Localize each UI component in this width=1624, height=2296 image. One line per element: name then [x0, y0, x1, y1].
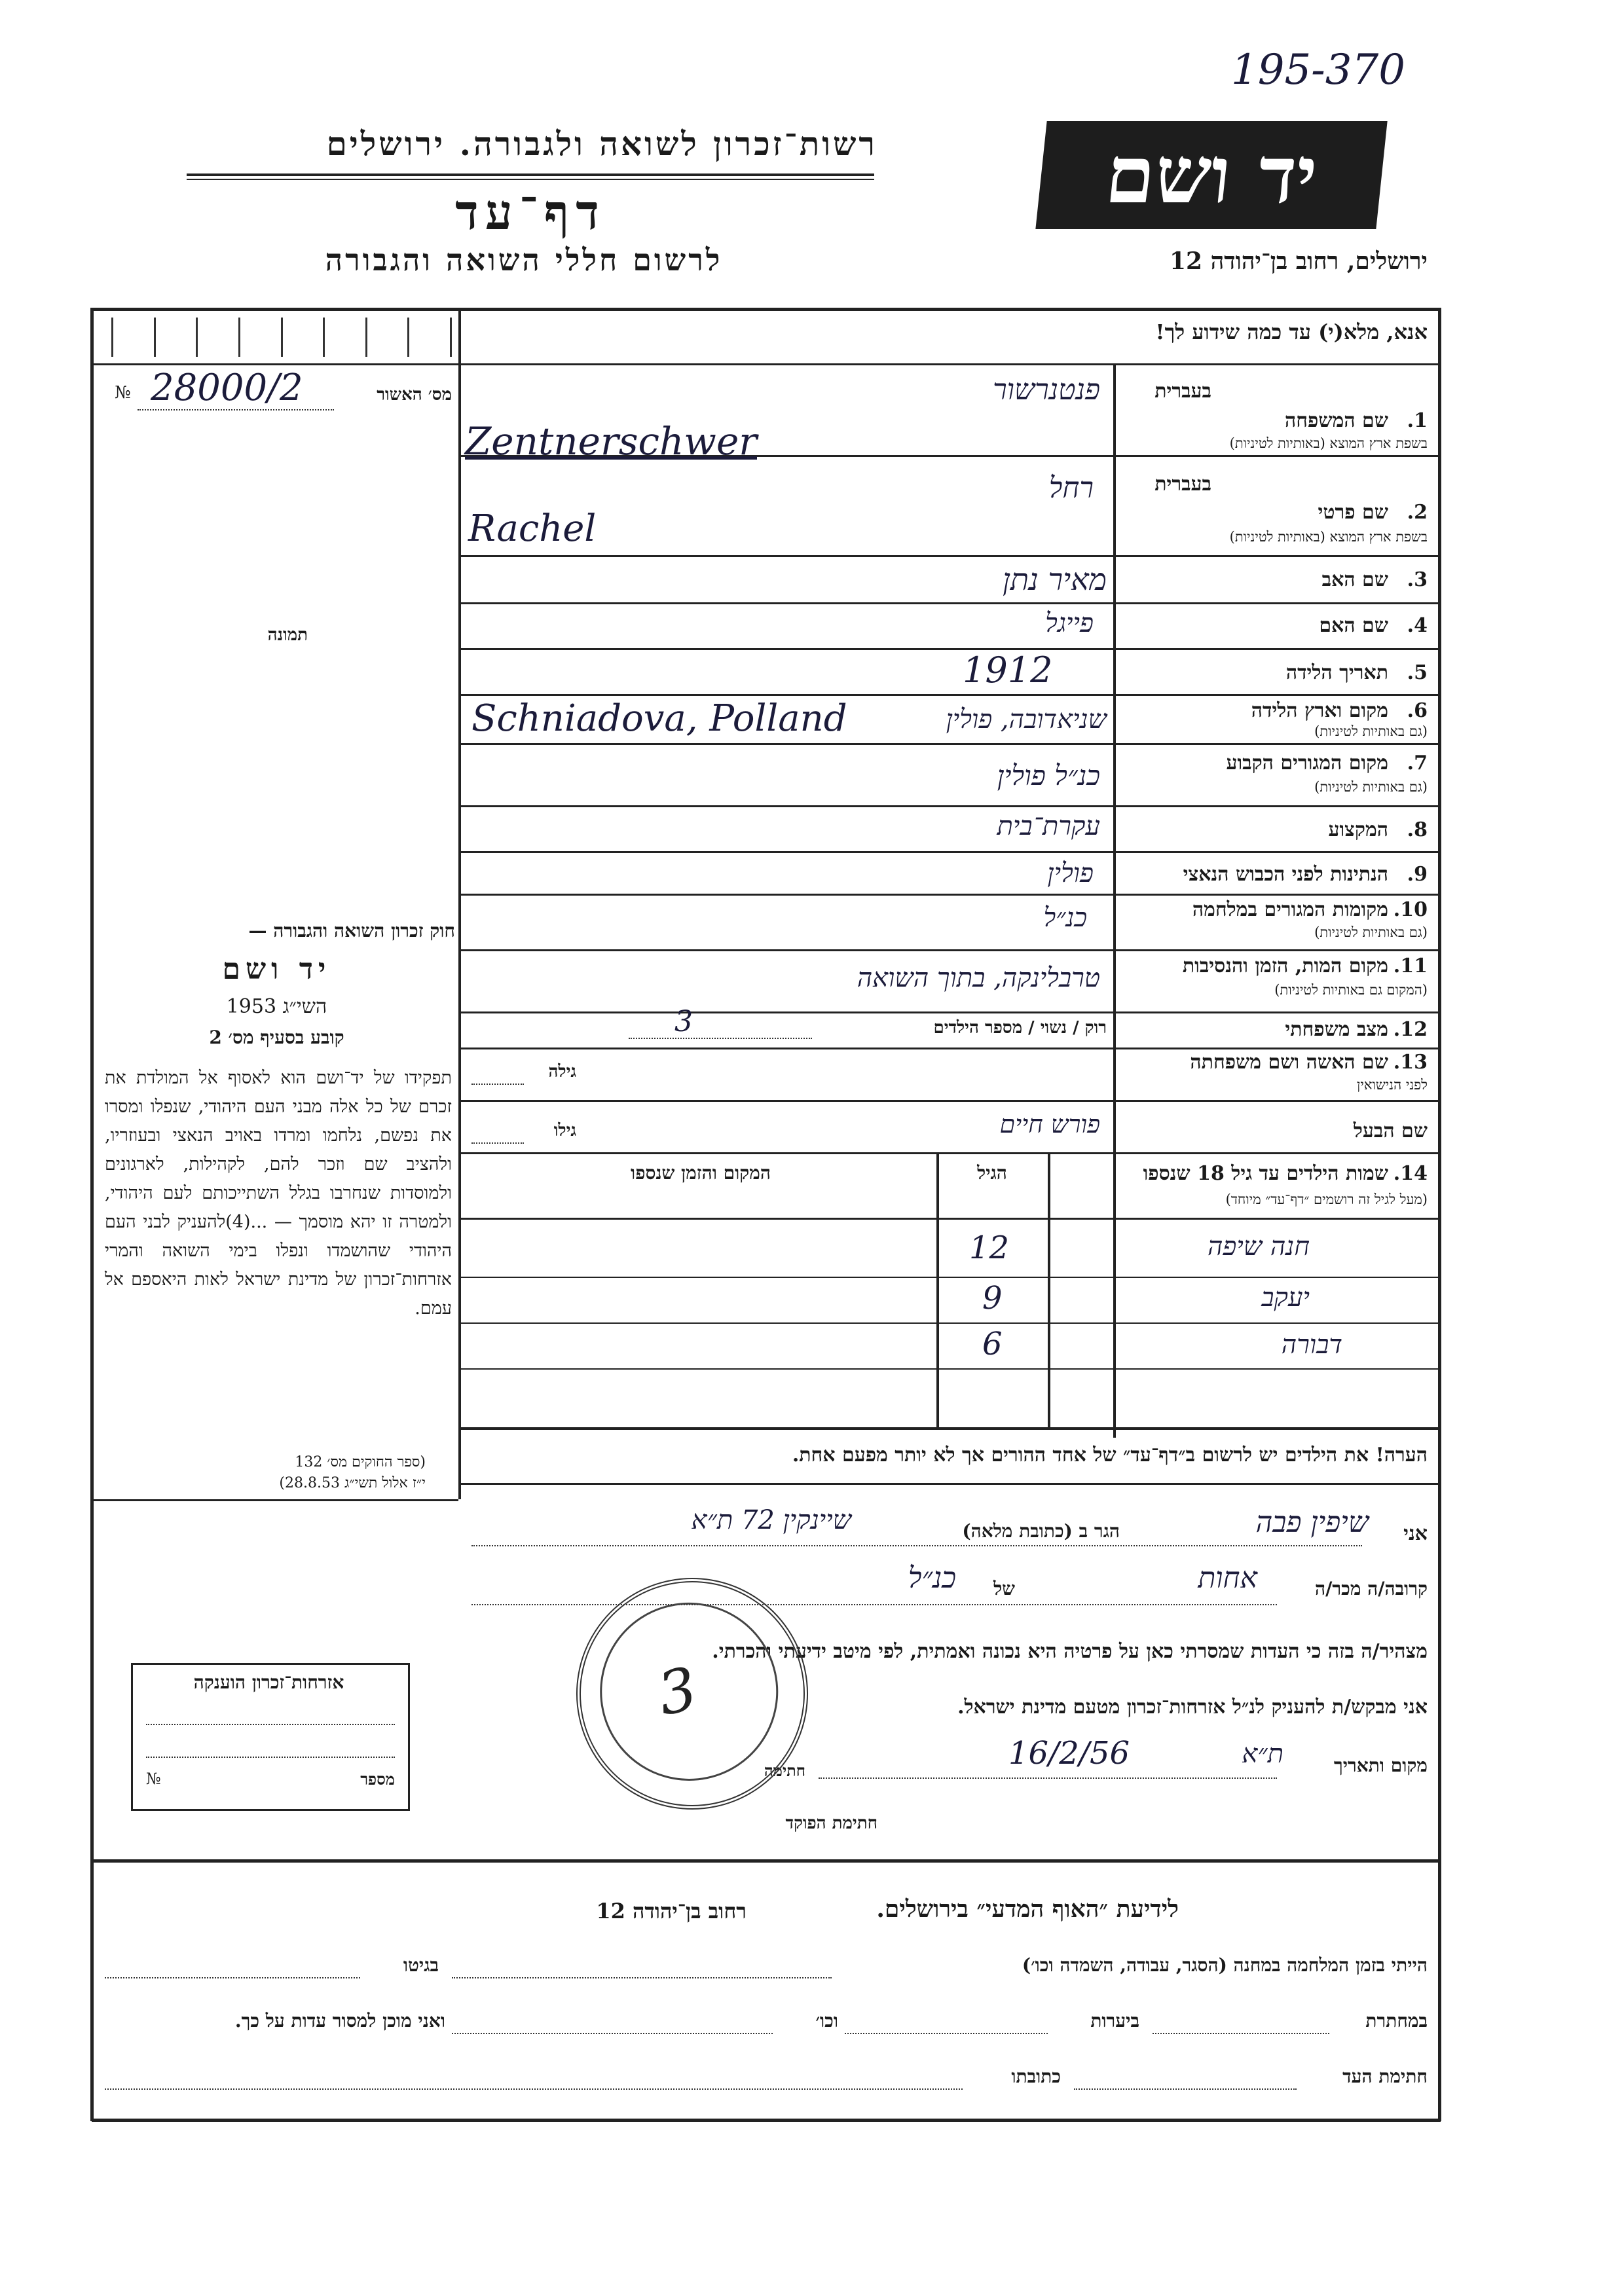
form-title: דף־עד [455, 185, 606, 241]
law-clause: קובע בסעיף מס׳ 2 [209, 1027, 344, 1048]
footer-title: לידיעת ״האוף המדעי״ בירושלים. [876, 1895, 1179, 1923]
law-name: יד ושם [222, 953, 331, 986]
husband-label: שם הבעל [1353, 1120, 1428, 1142]
wartime-label: מקומות המגורים במלחמה [1192, 898, 1388, 921]
approval-number-sign: № [115, 383, 131, 403]
profession-value: עקרת־בית [997, 811, 1100, 841]
first-name-hebrew: רחל [1048, 471, 1094, 505]
family-name-latin: Zentnerschwer [465, 419, 757, 464]
mother-label: שם האם [1319, 614, 1388, 637]
place-date-label: מקום ותאריך [1333, 1755, 1428, 1776]
child-name-1: חנה שיפה [1207, 1231, 1310, 1262]
officer-signature-label: חתימת הפוקד [785, 1813, 877, 1833]
father-label: שם האב [1321, 568, 1388, 591]
photo-label: תמונה [267, 625, 308, 645]
footer-ghetto: בגיטו [403, 1954, 439, 1976]
marital-num: 12. [1393, 1018, 1428, 1041]
memorial-box [131, 1663, 410, 1811]
death-label: מקום המות, הזמן והנסיבות [1182, 955, 1388, 977]
death-num: 11. [1393, 955, 1428, 977]
residence-label: מקום המגורים הקבוע [1226, 752, 1388, 774]
spouse-label: שם האשה ושם משפחתה [1190, 1051, 1388, 1074]
spouse-sub: לפני הנישואין [1357, 1077, 1428, 1093]
memorial-title: אזרחות־זכרון הוענקה [193, 1671, 344, 1693]
family-name-sub: בשפת ארץ המוצא (באותיות לטיניות) [1229, 435, 1428, 451]
of-label: של [993, 1578, 1015, 1599]
residence-num: 7. [1407, 752, 1428, 774]
law-title: חוק זכרון השואה והגבורה — [248, 920, 455, 941]
child-age-2: 9 [982, 1280, 1003, 1317]
footer-etc: וכו׳ [815, 2010, 838, 2032]
mother-value: פייגל [1045, 608, 1094, 638]
of-value: כנ״ל [908, 1561, 956, 1595]
date-value: 16/2/56 [1008, 1735, 1130, 1772]
family-name-num: 1. [1407, 409, 1428, 432]
instruction: אנא, מלא(י) עד כמה שידוע לך! [1155, 319, 1428, 344]
nationality-num: 9. [1407, 863, 1428, 886]
memorial-number-sign: № [146, 1770, 161, 1788]
form-subtitle: לרשום חללי השואה והגבורה [325, 242, 723, 278]
footer-forests: ביערות [1090, 2010, 1139, 2032]
birth-place-sub: (גם באותיות לטיניות) [1314, 723, 1428, 739]
relation-value: אחות [1198, 1561, 1257, 1595]
law-citation-2: י״ז אלול תשי״ג 28.8.53) [279, 1475, 426, 1491]
birth-place-hebrew: שניאדובה, פולין [946, 704, 1107, 735]
father-value: מאיר נתן [1003, 562, 1107, 597]
in-hebrew-label-2: בעברית [1154, 473, 1211, 496]
yad-vashem-logo: יד ושם [1035, 121, 1387, 229]
children-label: שמות הילדים עד גיל 18 שנספו [1143, 1162, 1388, 1185]
statement: מצהיר/ה בזה כי העדות שמסרתי כאן על פרטיה היא נכונה ואמתית, לפי מיטב ידיעתי והכרתי. [712, 1640, 1428, 1663]
footer-ready: ואני מוכן למסור עדות על כך. [234, 2010, 445, 2032]
in-hebrew-label-1: בעברית [1154, 380, 1211, 403]
mother-num: 4. [1407, 614, 1428, 637]
law-body: תפקידו של יד־ושם הוא לאסוף אל המולדת את זכרם של כל אלה מבני העם היהודי, שנפלו ומסרו את נפשם, נלחמו ומרדו באויב הנאצי ובעוזריו, ולהציב שם וזכר להם, לקהילות, לארגונים ולמוסדות שנחרבו בגלל השתייכותם לעם היהודי, ולמטרה זו יהא מוסמך — ...(4)להעניק לבני העם היהודי שהושמדו ונפלו בימי השואה והמרי אזרחות־זכרון של מדינת ישראל לאות היאספם אל עמם. [105, 1068, 452, 1319]
header-address: ירושלים, רחוב בן־יהודה 12 [1169, 247, 1428, 275]
child-age-1: 12 [969, 1230, 1010, 1266]
wartime-num: 10. [1393, 898, 1428, 921]
first-name-sub: בשפת ארץ המוצא (באותיות לטיניות) [1229, 529, 1428, 545]
first-name-label: שם פרטי [1318, 501, 1388, 524]
birth-date-label: תאריך הלידה [1285, 661, 1388, 684]
relation-label: קרובה/ה מכר/ה [1315, 1578, 1428, 1599]
death-sub: (המקום גם באותיות לטיניות) [1274, 982, 1428, 998]
residence-value: כנ״ל פולין [997, 759, 1100, 792]
husband-age-label: גילו [553, 1121, 576, 1140]
marital-options: רוק / נשוי / מספר הילדים [933, 1018, 1107, 1038]
child-name-2: יעקב [1261, 1283, 1310, 1313]
address-value: שיינקין 72 ת״א [691, 1505, 851, 1535]
birth-place-latin: Schniadova, Polland [471, 697, 847, 740]
birth-date-num: 5. [1407, 661, 1428, 684]
residing-label: הגר ב (כתובת מלאה) [962, 1520, 1120, 1542]
child-name-3: דבורה [1281, 1330, 1342, 1360]
death-value: טרבלינקה, בתוך השואה [857, 963, 1100, 993]
footer-line1: הייתי בזמן המלחמה במחנה (הסגר, עבודה, השמדה וכו׳) [1022, 1954, 1428, 1976]
family-name-hebrew: פנטנרשור [993, 373, 1100, 407]
child-age-3: 6 [982, 1326, 1003, 1362]
birth-place-num: 6. [1407, 699, 1428, 722]
children-num: 14. [1393, 1162, 1428, 1185]
birth-date-value: 1912 [963, 649, 1053, 691]
approval-label: מס׳ האשור [377, 385, 452, 405]
signature-label: חתימה [764, 1761, 805, 1780]
children-count: 3 [674, 1005, 693, 1038]
archive-number: 195-370 [1231, 46, 1405, 94]
family-name-label: שם המשפחה [1284, 409, 1388, 432]
nationality-value: פולין [1047, 858, 1094, 888]
spouse-age-label: גילה [548, 1062, 576, 1082]
first-name-latin: Rachel [468, 507, 597, 550]
father-num: 3. [1407, 568, 1428, 591]
law-year: השי״ג 1953 [226, 995, 327, 1018]
witness-name: שיפין פבה [1255, 1506, 1369, 1539]
request: אני מבקש/ת להעניק לנ״ל אזרחות־זכרון מטעם מדינת ישראל. [957, 1696, 1428, 1719]
birth-place-label: מקום וארץ הלידה [1251, 699, 1388, 722]
memorial-number-label: מספר [360, 1770, 395, 1789]
residence-sub: (גם באותיות לטיניות) [1314, 779, 1428, 795]
approval-number: 28000/2 [151, 367, 303, 409]
marital-label: מצב משפחתי [1285, 1018, 1388, 1041]
authority-title: רשות־זכרון לשואה ולגבורה. ירושלים [326, 124, 877, 163]
official-stamp: 3 [555, 1556, 830, 1831]
i-label: אני [1403, 1522, 1428, 1545]
law-citation: (ספר החוקים מס׳ 132 [295, 1454, 426, 1470]
wartime-value: כנ״ל [1043, 903, 1087, 933]
husband-value: פורש חיים [999, 1110, 1100, 1139]
children-sub: (מעל לגיל זה רושמים ״דף־עד״ מיוחד) [1225, 1192, 1428, 1207]
profession-num: 8. [1407, 818, 1428, 841]
first-name-num: 2. [1407, 501, 1428, 524]
footer-address: רחוב בן־יהודה 12 [596, 1899, 747, 1923]
footer-sig: חתימת העד [1342, 2066, 1428, 2087]
footer-underground: במחתרת [1365, 2010, 1428, 2032]
profession-label: המקצוע [1328, 818, 1388, 841]
note-text: הערה! את הילדים יש לרשום ב״דף־עד״ של אחד ההורים אך לא יותר מפעם אחת. [792, 1444, 1428, 1467]
place-header: המקום והזמן שנספו [631, 1162, 771, 1184]
place-value: ת״א [1242, 1739, 1283, 1769]
nationality-label: הנתינות לפני הכבוש הנאצי [1183, 863, 1388, 886]
footer-addr: כתובתו [1011, 2066, 1061, 2087]
age-header: הגיל [977, 1162, 1007, 1184]
wartime-sub: (גם באותיות לטיניות) [1314, 924, 1428, 940]
spouse-num: 13. [1393, 1051, 1428, 1074]
